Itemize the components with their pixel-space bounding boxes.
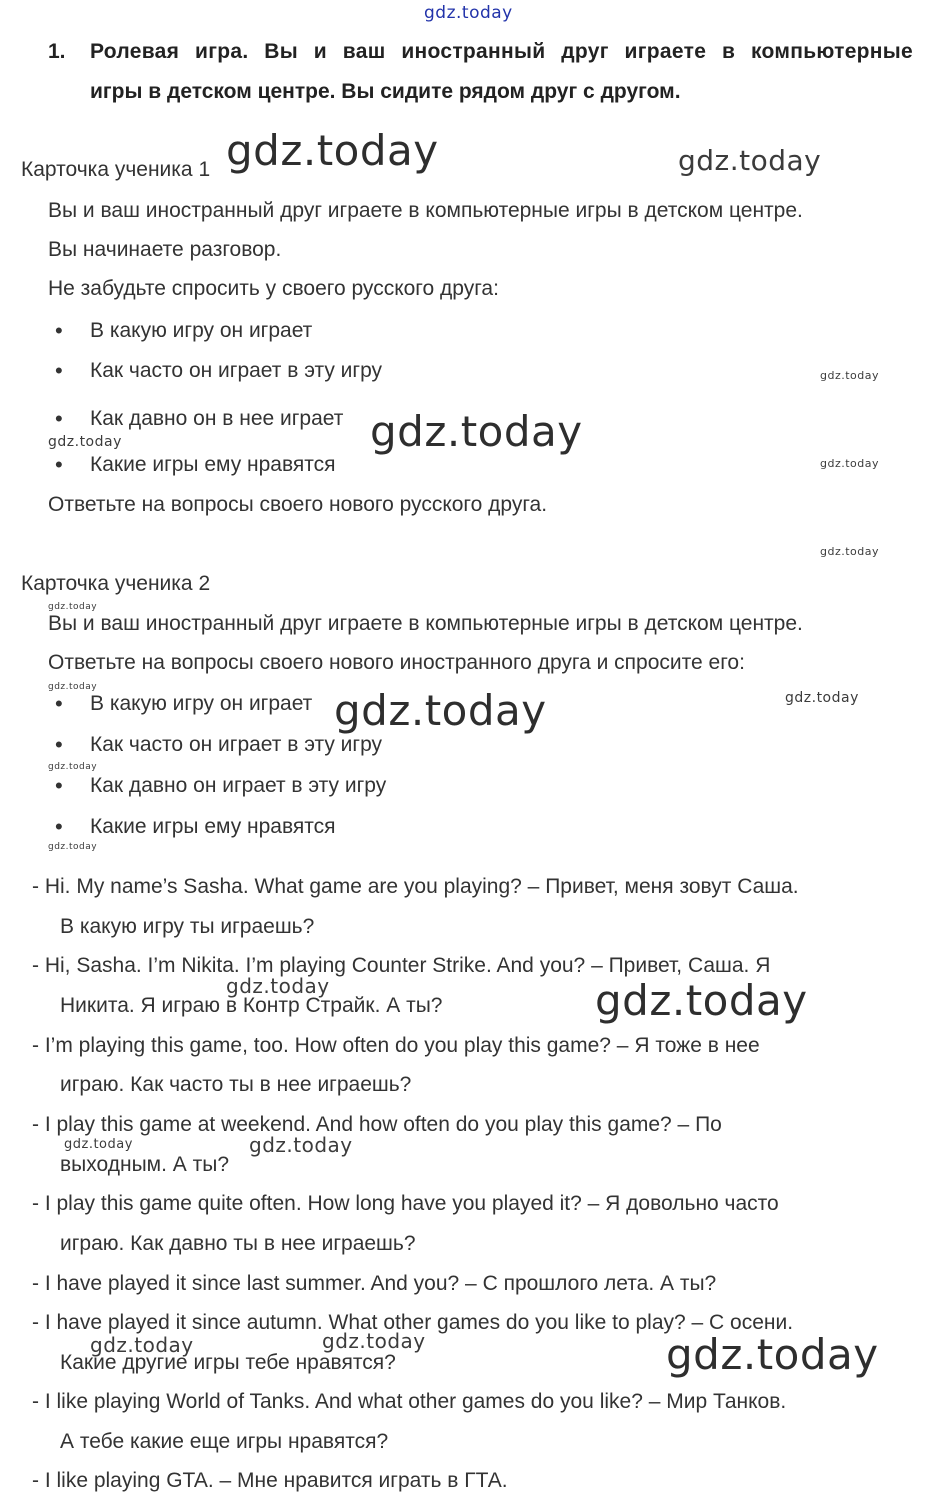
watermark: gdz.today (226, 126, 439, 175)
dialogue-line: - I play this game quite often. How long have you played it? – Я довольно часто (32, 1192, 779, 1215)
card2-bullet-item: В какую игру он играет (90, 692, 313, 715)
bullet-icon: • (55, 773, 63, 798)
dialogue-line: - I have played it since last summer. And you? – С прошлого лета. А ты? (32, 1272, 717, 1295)
dialogue-line: Какие другие игры тебе нравятся? (60, 1351, 396, 1374)
card1-bullet-item: Как давно он в нее играет (90, 407, 344, 430)
watermark: gdz.today (595, 976, 808, 1025)
card2-bullet-item: Как давно он играет в эту игру (90, 774, 387, 797)
bullet-icon: • (55, 732, 63, 757)
card2-title: Карточка ученика 2 (21, 572, 211, 595)
dialogue-line: - I like playing GTA. – Мне нравится играть в ГТА. (32, 1469, 508, 1492)
watermark: gdz.today (334, 686, 547, 735)
dialogue-line: - I have played it since autumn. What other games do you like to play? – С осени. (32, 1311, 794, 1334)
watermark: gdz.today (820, 545, 880, 558)
card1-title: Карточка ученика 1 (21, 158, 211, 181)
card1-outro: Ответьте на вопросы своего нового русского друга. (48, 493, 548, 516)
watermark: gdz.today (48, 842, 98, 852)
watermark: gdz.today (48, 682, 98, 692)
card1-bullet-item: Как часто он играет в эту игру (90, 359, 383, 382)
dialogue-line: - I play this game at weekend. And how often do you play this game? – По (32, 1113, 722, 1136)
watermark: gdz.today (820, 457, 880, 470)
watermark: gdz.today (48, 762, 98, 772)
card1-intro-line: Не забудьте спросить у своего русского друга: (48, 277, 499, 300)
watermark: gdz.today (666, 1330, 879, 1379)
watermark: gdz.today (90, 1333, 194, 1357)
card2-intro-line: Ответьте на вопросы своего нового иностранного друга и спросите его: (48, 651, 745, 674)
card1-bullet-item: В какую игру он играет (90, 319, 313, 342)
watermark: gdz.today (785, 690, 859, 706)
dialogue-line: А тебе какие еще игры нравятся? (60, 1430, 389, 1453)
bullet-icon: • (55, 814, 63, 839)
dialogue-line: - I’m playing this game, too. How often do you play this game? – Я тоже в нее (32, 1034, 760, 1057)
dialogue-line: - I like playing World of Tanks. And what other games do you like? – Мир Танков. (32, 1390, 787, 1413)
watermark: gdz.today (322, 1329, 426, 1353)
watermark: gdz.today (48, 602, 98, 612)
card2-bullet-item: Как часто он играет в эту игру (90, 733, 383, 756)
task-heading-line2: игры в детском центре. Вы сидите рядом друг с другом. (90, 80, 681, 103)
bullet-icon: • (55, 452, 63, 477)
bullet-icon: • (55, 691, 63, 716)
bullet-icon: • (55, 358, 63, 383)
dialogue-line: выходным. А ты? (60, 1153, 230, 1176)
watermark: gdz.today (48, 434, 122, 450)
bullet-icon: • (55, 406, 63, 431)
dialogue-line: Никита. Я играю в Контр Страйк. А ты? (60, 994, 443, 1017)
watermark: gdz.today (64, 1137, 133, 1152)
task-number: 1. (48, 40, 66, 63)
card2-intro-line: Вы и ваш иностранный друг играете в компьютерные игры в детском центре. (48, 612, 803, 635)
watermark: gdz.today (370, 407, 583, 456)
task-heading-line1: Ролевая игра. Вы и ваш иностранный друг играете в компьютерные (90, 40, 913, 63)
watermark: gdz.today (249, 1133, 353, 1157)
bullet-icon: • (55, 318, 63, 343)
watermark-top: gdz.today (424, 3, 513, 23)
dialogue-line: - Hi, Sasha. I’m Nikita. I’m playing Counter Strike. And you? – Привет, Саша. Я (32, 954, 771, 977)
card2-bullet-item: Какие игры ему нравятся (90, 815, 336, 838)
card1-intro-line: Вы и ваш иностранный друг играете в компьютерные игры в детском центре. (48, 199, 803, 222)
card1-bullet-item: Какие игры ему нравятся (90, 453, 336, 476)
dialogue-line: В какую игру ты играешь? (60, 915, 315, 938)
watermark: gdz.today (678, 144, 822, 177)
card1-intro-line: Вы начинаете разговор. (48, 238, 282, 261)
dialogue-line: играю. Как давно ты в нее играешь? (60, 1232, 416, 1255)
watermark: gdz.today (820, 369, 880, 382)
dialogue-line: играю. Как часто ты в нее играешь? (60, 1073, 412, 1096)
watermark: gdz.today (226, 974, 330, 998)
dialogue-line: - Hi. My name’s Sasha. What game are you playing? – Привет, меня зовут Саша. (32, 875, 799, 898)
